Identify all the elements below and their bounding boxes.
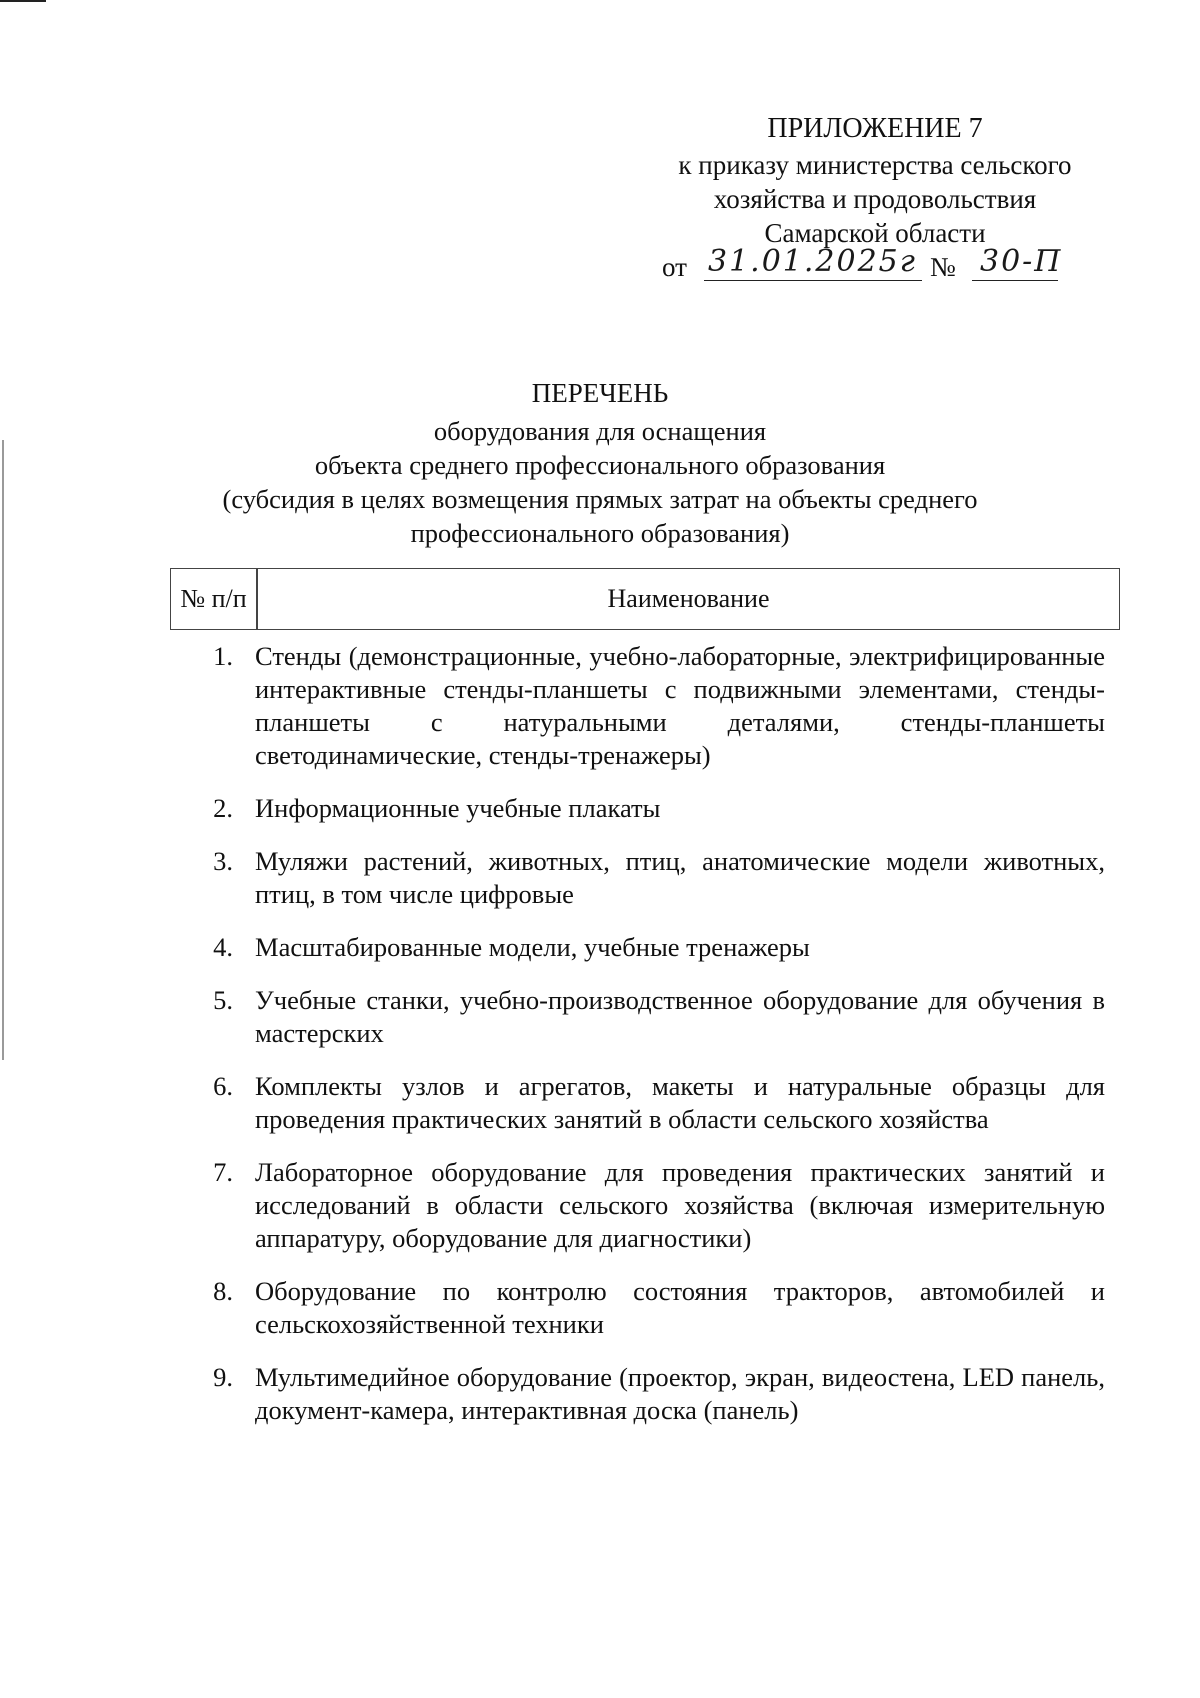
order-date-number-line [658,244,1128,288]
row-number: 4. [213,932,233,962]
row-number: 9. [213,1362,233,1392]
appendix-line-2: хозяйства и продовольствия [713,184,1037,214]
row-name: Стенды (демонстрационные, учебно-лабораторные, электрифицированные интерактивные стенды-планшеты с подвижными элементами, стенды-планшеты с натуральными деталями, стенды-планшеты светодинамические, стенды-тренажеры) [255,641,1105,770]
number-prefix: № [930,252,956,282]
row-name: Комплекты узлов и агрегатов, макеты и натуральные образцы для проведения практических занятий в области сельского хозяйства [255,1071,1105,1134]
row-name: Оборудование по контролю состояния тракторов, автомобилей и сельскохозяйственной техники [255,1276,1105,1339]
appendix-line-3: Самарской области [764,218,986,248]
row-name: Информационные учебные плакаты [255,793,661,823]
column-header-number: № п/п [180,584,247,613]
row-number: 5. [213,985,233,1015]
equipment-list [170,640,1120,1447]
heading-line-4: профессионального образования) [410,518,790,548]
row-name: Масштабированные модели, учебные тренажеры [255,932,810,962]
row-name: Мультимедийное оборудование (проектор, экран, видеостена, LED панель, документ-камера, интерактивная доска (панель) [255,1362,1105,1425]
row-name: Лабораторное оборудование для проведения практических занятий и исследований в области сельского хозяйства (включая измерительную аппаратуру, оборудование для диагностики) [255,1157,1105,1253]
date-underline [704,280,922,281]
heading-line-2: объекта среднего профессионального образования [314,450,886,480]
appendix-header [640,112,1110,250]
date-prefix: от [662,252,687,282]
document-heading [150,376,1050,550]
table-row [170,845,1120,911]
table-row [170,792,1120,825]
table-row [170,1070,1120,1136]
column-header-name: Наименование [607,584,770,613]
table-row [170,640,1120,772]
order-number-handwritten: 30-П [980,244,1063,279]
table-row [170,1156,1120,1255]
appendix-line-1: к приказу министерства сельского [678,150,1072,180]
row-name: Муляжи растений, животных, птиц, анатомические модели животных, птиц, в том числе цифровые [255,846,1105,909]
order-date-handwritten: 31.01.2025г [708,244,917,279]
scan-edge-shadow [2,440,4,1060]
document-title: ПЕРЕЧЕНЬ [531,378,669,408]
row-number: 2. [213,793,233,823]
heading-line-3: (субсидия в целях возмещения прямых затрат на объекты среднего [222,484,978,514]
heading-line-1: оборудования для оснащения [433,416,767,446]
row-number: 1. [213,641,233,671]
appendix-title: ПРИЛОЖЕНИЕ 7 [767,113,983,144]
row-number: 3. [213,846,233,876]
number-underline [972,280,1058,281]
row-name: Учебные станки, учебно-производственное оборудование для обучения в мастерских [255,985,1105,1048]
table-row [170,1275,1120,1341]
table-row [170,984,1120,1050]
table-row [170,1361,1120,1427]
table-header [170,568,1120,630]
row-number: 7. [213,1157,233,1187]
table-row [170,931,1120,964]
row-number: 8. [213,1276,233,1306]
row-number: 6. [213,1071,233,1101]
scan-edge-mark [0,0,46,2]
